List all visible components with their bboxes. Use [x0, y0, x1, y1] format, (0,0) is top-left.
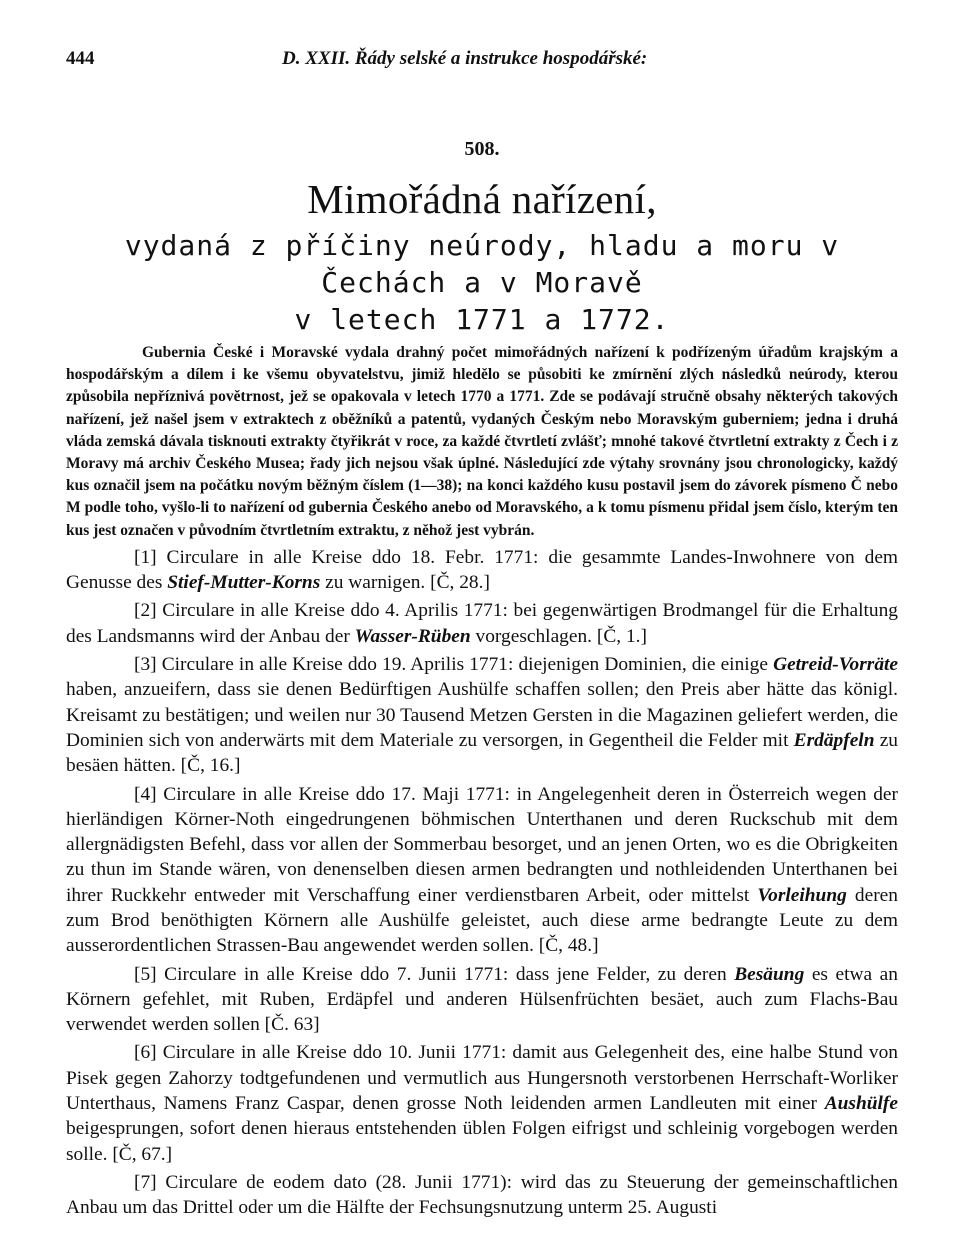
entry-number: [7] [134, 1171, 157, 1193]
entry-5 [66, 962, 898, 1038]
entry-number: [1] [134, 546, 157, 568]
entry-text: bei gegenwärtigen Brodmangel für die Erhaltung des Landsmanns wird der Anbau der [66, 600, 898, 647]
intro-paragraph: Gubernia České i Moravské vydala drahný počet mimořádných nařízení k podřízeným úřadům krajským a hospodářským a dílem i ke všemu obyvatelstvu, jimiž hledělo se působiti ke zmírnění zlých následků neúrody, kterou způsobila nepříznivá povětrnost, jež se opakovala v letech 1770 a 1771. Zde se podávají stručně obsahy některých takových nařízení, jež našel jsem v extraktech z oběžníků a patentů, vydaných Českým nebo Moravským guberniem; jedna i druhá vláda zemská dávala tisknouti extrakty čtyřikrát v roce, za každé čtvrtletí zvlášť; mnohé takové čtvrtletní extrakty z Čech i z Moravy má archiv Českého Musea; řady jich nejsou však úplné. Následující zde výtahy srovnány jsou chronologicky, každý kus označil jsem na počátku novým běžným číslem (1—38); na konci každého kusu postavil jsem do závorek písmeno Č nebo M podle toho, vyšlo-li to nařízení od gubernia Českého anebo od Moravského, a k tomu písmenu přidal jsem číslo, kterým ten kus jest označen v původním čtvrtletním extraktu, z něhož jest vybrán. [66, 344, 898, 539]
entry-number: [5] [134, 963, 157, 985]
entry-lead: Circulare in alle Kreise ddo 10. Junii 1771: [162, 1042, 507, 1064]
entry-text: damit aus Gelegenheit des, eine halbe Stund von Pisek gegen Zahorzy todtgefundenen und vermutlich aus Hungersnoth verstorbenen Herrschaft-Worliker Unterthaus, Namens Franz Caspar, denen grosse Noth leidenden armen Landleuten mit einer [66, 1042, 898, 1115]
entry-3 [66, 652, 898, 778]
subtitle-line-1: vydaná z příčiny neúrody, hladu a moru v Čechách a v Moravě [124, 229, 840, 299]
entry-emphasis: Wasser-Rüben [354, 625, 471, 647]
entry-text: haben, anzueifern, dass sie denen Bedürftigen Aushülfe schaffen sollen; den Preis aber hätte das königl. Kreisamt zu bestätigen; und weilen nur 30 Tausend Metzen Gersten in die Magazinen geliefert werden, die Dominien sich von anderwärts mit dem Materiale zu versorgen, in Gegentheil die Felder mit [66, 679, 898, 751]
entry-emphasis: Getreid-Vorräte [773, 654, 899, 676]
subtitle-line-2: v letech 1771 a 1772. [294, 303, 670, 336]
entry-text: beigesprungen, sofort denen hieraus entstehenden üblen Folgen eifrigst und schleinig vorgebogen werden solle. [Č, 67.] [66, 1118, 898, 1165]
document-number: 508. [464, 138, 500, 160]
entry-text: vorgeschlagen. [Č, 1.] [475, 625, 647, 647]
entry-4 [66, 782, 898, 959]
entry-emphasis: Aushülfe [824, 1093, 898, 1115]
entry-text: dass jene Felder, zu deren [515, 963, 727, 985]
entry-1 [66, 545, 898, 596]
entry-7 [66, 1170, 898, 1221]
entry-emphasis: Stief-Mutter-Korns [167, 572, 321, 594]
entry-emphasis: Besäung [734, 963, 805, 985]
entry-lead: Circulare in alle Kreise ddo 7. Junii 1771: [164, 963, 509, 985]
entry-emphasis: Vorleihung [757, 884, 847, 906]
entry-lead: Circulare in alle Kreise ddo 18. Febr. 1771: [166, 546, 539, 568]
entry-text: wird das zu Steuerung der gemeinschaftlichen Anbau um das Drittel oder um die Hälfte der Fechsungsnutzung unterm 25. Augusti [66, 1171, 898, 1219]
entry-text: zu besäen hätten. [Č, 16.] [66, 729, 898, 777]
entry-number: [2] [134, 600, 157, 622]
running-title: D. XXII. Řády selské a instrukce hospodářské: [282, 48, 648, 69]
running-header [66, 40, 898, 70]
entry-number: [3] [134, 654, 157, 676]
entry-text: in Angelegenheit deren in Österreich wegen der hierländigen Körner-Noth eingedrungenen böhmischen Unterthanen und deren Ruckschub mit dem allergnädigsten Befehl, dass vor allen der Sommerbau besorget, und an jenen Orten, wo es die Obrigkeiten zu thun im Stande wären, von denenselben diesen armen bedrangten und nothleidenden Unterthanen bei ihrer Ruckkehr entweder mit Verschaffung einer verdienstbaren Arbeit, oder mittelst [66, 783, 898, 906]
document-title: Mimořádná nařízení, [307, 176, 657, 222]
entry-text: die gesammte Landes-Inwohnere von dem Genusse des [66, 546, 899, 594]
entry-2 [66, 598, 898, 649]
entry-lead: Circulare de eodem dato (28. Junii 1771): [165, 1171, 513, 1193]
entry-number: [6] [134, 1042, 157, 1064]
entry-text: deren zum Brod benöthigten Körnern alle Aushülfe geleistet, auch diese arme bedrangte Leute zu dem ausserordentlichen Strassen-Bau angewendet werden sollen. [Č, 48.] [66, 884, 898, 957]
page-number: 444 [66, 48, 95, 69]
entry-emphasis: Erdäpfeln [793, 729, 875, 751]
entry-lead: Circulare in alle Kreise ddo 4. Aprilis 1771: [162, 600, 508, 622]
entry-text: zu warnigen. [Č, 28.] [325, 572, 490, 594]
entry-text: es etwa an Körnern gefehlet, mit Ruben, Erdäpfel und anderen Hülsenfrüchten besäet, auch zum Flachs-Bau verwendet werden sollen [Č. 63] [66, 963, 898, 1036]
document-subtitle [66, 227, 898, 338]
entry-text: diejenigen Dominien, die einige [518, 654, 768, 676]
entry-lead: Circulare in alle Kreise ddo 19. Aprilis 1771: [161, 654, 514, 676]
entry-number: [4] [134, 783, 157, 805]
entry-6 [66, 1040, 898, 1166]
entry-lead: Circulare in alle Kreise ddo 17. Maji 1771: [163, 783, 510, 805]
